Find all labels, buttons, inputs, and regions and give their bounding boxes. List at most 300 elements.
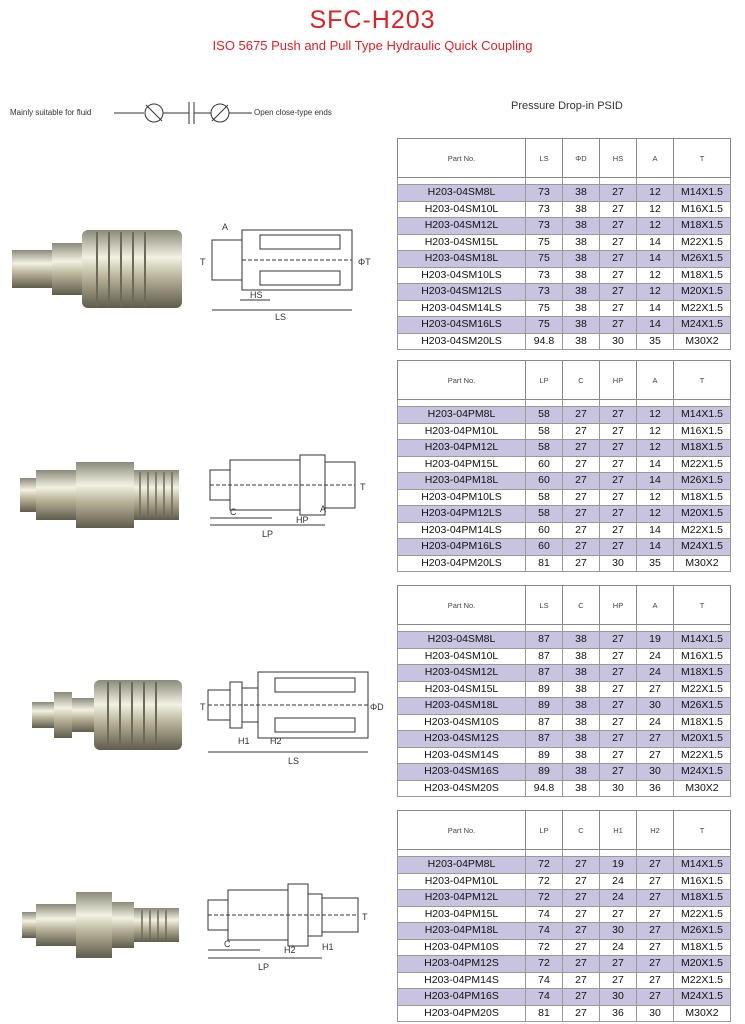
drawing-label-h1: H1 [322,942,334,952]
spec-table-4 [397,810,731,1022]
spacer-cell [526,400,563,407]
table-cell: 72 [526,857,563,874]
table-cell: 14 [637,300,674,317]
socket-section-drawing [200,215,380,325]
table-cell: 27 [600,489,637,506]
table-cell: M18X1.5 [674,440,731,457]
part-number-cell: H203-04SM8L [398,632,526,649]
table-cell: M14X1.5 [674,407,731,424]
table-row [398,747,731,764]
table-cell: 73 [526,201,563,218]
table-cell: 24 [600,939,637,956]
table-cell: 27 [600,267,637,284]
part-number-cell: H203-04SM18L [398,698,526,715]
table-cell: 27 [600,234,637,251]
table-cell: M16X1.5 [674,873,731,890]
table-cell: 27 [637,747,674,764]
legend-left-label: Mainly suitable for fluid [10,108,92,117]
part-number-cell: H203-04SM15L [398,681,526,698]
col-header: H1 [600,811,637,850]
table-cell: 38 [563,698,600,715]
table-cell: M24X1.5 [674,764,731,781]
table-cell: 60 [526,473,563,490]
part-number-cell: H203-04SM20LS [398,333,526,350]
col-header: A [637,586,674,625]
table-cell: 27 [600,506,637,523]
table-cell: 27 [637,923,674,940]
table-row [398,890,731,907]
drawing-label-t: T [362,912,368,922]
table-cell: 27 [600,201,637,218]
part-number-cell: H203-04PM15L [398,456,526,473]
table-spacer [398,400,731,407]
table-cell: 74 [526,972,563,989]
table-cell: 72 [526,873,563,890]
drawing-label-c: C [224,939,231,949]
table-cell: 27 [600,972,637,989]
table-cell: 27 [563,407,600,424]
table-cell: 38 [563,681,600,698]
table-cell: 60 [526,539,563,556]
table-cell: 27 [600,218,637,235]
table-cell: 73 [526,267,563,284]
table-cell: M14X1.5 [674,632,731,649]
table-cell: 27 [600,456,637,473]
table-row [398,939,731,956]
table-row [398,440,731,457]
table-cell: 19 [637,632,674,649]
table-row [398,267,731,284]
table-cell: 27 [637,681,674,698]
table-cell: 27 [600,317,637,334]
col-header: A [637,361,674,400]
part-number-cell: H203-04SM12L [398,218,526,235]
table-cell: 38 [563,333,600,350]
spacer-cell [600,400,637,407]
col-header: Part No. [398,811,526,850]
table-cell: 27 [563,522,600,539]
table-cell: M24X1.5 [674,539,731,556]
table-row [398,1005,731,1022]
table-cell: 27 [600,300,637,317]
page-subtitle: ISO 5675 Push and Pull Type Hydraulic Quick Coupling [212,38,533,53]
table-row [398,473,731,490]
spec-table-1 [397,138,731,350]
table-cell: 27 [637,857,674,874]
table-cell: 35 [637,333,674,350]
col-header: LP [526,811,563,850]
table-cell: 75 [526,234,563,251]
table-row [398,906,731,923]
table-cell: 38 [563,648,600,665]
col-header: T [674,361,731,400]
table-cell: 58 [526,440,563,457]
table-cell: 38 [563,218,600,235]
part-number-cell: H203-04PM8L [398,407,526,424]
table-cell: 27 [600,632,637,649]
coupling-symbol-icon [114,96,254,130]
drawing-label-h2: H2 [284,945,296,955]
table-cell: 72 [526,939,563,956]
table-cell: 12 [637,218,674,235]
table-cell: M16X1.5 [674,201,731,218]
table-cell: 27 [600,731,637,748]
table-cell: 24 [600,890,637,907]
table-cell: 27 [637,906,674,923]
page-title: SFC-H203 [309,6,436,34]
drawing-label-t: T [360,482,366,492]
socket-bulkhead-photo [12,660,187,770]
part-number-cell: H203-04SM12LS [398,284,526,301]
drawing-label-lp: LP [258,962,270,972]
table-cell: 75 [526,300,563,317]
table-cell: 87 [526,648,563,665]
table-cell: M26X1.5 [674,473,731,490]
col-header: T [674,586,731,625]
col-header: HS [600,139,637,178]
table-cell: 30 [600,989,637,1006]
table-cell: M14X1.5 [674,857,731,874]
table-cell: 27 [600,473,637,490]
table-cell: 94.8 [526,333,563,350]
col-header: HP [600,586,637,625]
table-cell: 27 [600,440,637,457]
spacer-cell [398,850,526,857]
part-number-cell: H203-04PM10L [398,423,526,440]
table-cell: 30 [600,555,637,572]
table-row [398,857,731,874]
table-cell: 27 [600,284,637,301]
drawing-label-ls: LS [288,756,300,766]
plug-coupling-photo [12,440,187,550]
table-cell: 27 [600,714,637,731]
spacer-cell [526,625,563,632]
table-cell: 30 [600,333,637,350]
table-cell: M20X1.5 [674,284,731,301]
table-cell: 27 [563,473,600,490]
table-cell: M16X1.5 [674,423,731,440]
part-number-cell: H203-04SM12L [398,665,526,682]
table-cell: 58 [526,489,563,506]
table-cell: 12 [637,284,674,301]
col-header: LS [526,586,563,625]
table-cell: M26X1.5 [674,923,731,940]
table-cell: 27 [637,989,674,1006]
table-cell: 30 [637,764,674,781]
table-cell: 27 [600,764,637,781]
table-cell: 24 [600,873,637,890]
table-cell: M18X1.5 [674,267,731,284]
table-spacer [398,178,731,185]
table-cell: 27 [600,747,637,764]
spacer-cell [674,850,731,857]
table-cell: M26X1.5 [674,251,731,268]
legend-right-label: Open close-type ends [254,108,332,117]
table-cell: 74 [526,906,563,923]
table-cell: 27 [637,972,674,989]
table-cell: 38 [563,665,600,682]
table-cell: 36 [637,780,674,797]
drawing-label-hp: HP [296,515,309,525]
table-cell: 27 [563,1005,600,1022]
table-cell: 87 [526,731,563,748]
plug-section-drawing [200,440,380,550]
table-cell: 94.8 [526,780,563,797]
table-cell: 24 [637,648,674,665]
table-cell: 89 [526,764,563,781]
table-cell: 27 [600,698,637,715]
table-cell: 27 [600,407,637,424]
spacer-cell [398,400,526,407]
part-number-cell: H203-04PM12L [398,890,526,907]
table-row [398,407,731,424]
table-cell: 27 [600,251,637,268]
table-cell: 38 [563,317,600,334]
table-cell: 60 [526,522,563,539]
spec-table-3 [397,585,731,797]
table-row [398,506,731,523]
table-row [398,648,731,665]
table-cell: 87 [526,632,563,649]
part-number-cell: H203-04SM18L [398,251,526,268]
table-row [398,780,731,797]
table-cell: 38 [563,251,600,268]
table-row [398,234,731,251]
part-number-cell: H203-04SM14S [398,747,526,764]
table-cell: 73 [526,284,563,301]
spacer-cell [637,625,674,632]
table-cell: M20X1.5 [674,506,731,523]
col-header: ΦD [563,139,600,178]
spacer-cell [563,625,600,632]
table-cell: 27 [600,956,637,973]
spec-table-2 [397,360,731,572]
table-cell: 73 [526,185,563,202]
table-cell: 38 [563,731,600,748]
table-cell: 38 [563,284,600,301]
table-row [398,218,731,235]
table-row [398,731,731,748]
table-cell: 12 [637,267,674,284]
table-row [398,989,731,1006]
table-cell: 14 [637,234,674,251]
col-header: C [563,361,600,400]
part-number-cell: H203-04PM12S [398,956,526,973]
table-cell: 27 [563,489,600,506]
table-row [398,300,731,317]
spacer-cell [637,850,674,857]
table-cell: 38 [563,764,600,781]
part-number-cell: H203-04PM14S [398,972,526,989]
part-number-cell: H203-04PM15L [398,906,526,923]
drawing-label-t: T [200,702,206,712]
col-header: Part No. [398,361,526,400]
col-header: Part No. [398,139,526,178]
table-cell: M22X1.5 [674,522,731,539]
part-number-cell: H203-04SM16LS [398,317,526,334]
drawing-label-hs: HS [250,290,263,300]
table-cell: 24 [637,665,674,682]
table-cell: 72 [526,956,563,973]
table-cell: M22X1.5 [674,681,731,698]
fluid-legend [10,96,370,130]
col-header: A [637,139,674,178]
table-cell: 75 [526,317,563,334]
table-cell: 27 [637,873,674,890]
table-cell: 75 [526,251,563,268]
table-cell: 81 [526,555,563,572]
part-number-cell: H203-04PM12L [398,440,526,457]
table-header-row [398,586,731,625]
table-cell: M18X1.5 [674,714,731,731]
spacer-cell [674,400,731,407]
table-cell: 27 [637,890,674,907]
table-cell: M22X1.5 [674,234,731,251]
table-row [398,956,731,973]
part-number-cell: H203-04PM14LS [398,522,526,539]
spacer-cell [526,850,563,857]
spacer-cell [637,178,674,185]
table-cell: M18X1.5 [674,489,731,506]
table-cell: 38 [563,714,600,731]
table-cell: 27 [563,857,600,874]
drawing-label-c: C [230,507,237,517]
table-cell: 27 [563,555,600,572]
col-header: T [674,139,731,178]
table-cell: M18X1.5 [674,218,731,235]
table-cell: 89 [526,747,563,764]
table-cell: 19 [600,857,637,874]
drawing-label-ls: LS [275,312,287,322]
part-number-cell: H203-04PM20S [398,1005,526,1022]
table-cell: M30X2 [674,780,731,797]
table-cell: 27 [563,989,600,1006]
table-cell: 58 [526,407,563,424]
table-cell: 38 [563,300,600,317]
drawing-label-a: A [222,222,229,232]
socket-bulkhead-drawing [200,660,384,770]
table-row [398,201,731,218]
table-cell: 14 [637,522,674,539]
table-cell: 14 [637,317,674,334]
part-number-cell: H203-04SM20S [398,780,526,797]
table-header-row [398,139,731,178]
spacer-cell [563,850,600,857]
table-cell: M30X2 [674,555,731,572]
table-cell: 38 [563,632,600,649]
table-cell: 30 [637,1005,674,1022]
spacer-cell [600,850,637,857]
table-spacer [398,625,731,632]
part-number-cell: H203-04SM14LS [398,300,526,317]
table-cell: 27 [563,440,600,457]
table-cell: 27 [563,923,600,940]
spacer-cell [398,178,526,185]
table-cell: 27 [600,648,637,665]
table-header-row [398,811,731,850]
table-cell: 58 [526,423,563,440]
table-cell: 36 [600,1005,637,1022]
col-header: HP [600,361,637,400]
part-number-cell: H203-04SM15L [398,234,526,251]
table-cell: 60 [526,456,563,473]
table-cell: 38 [563,185,600,202]
table-cell: M20X1.5 [674,731,731,748]
plug-bulkhead-photo [12,870,187,980]
table-row [398,456,731,473]
table-spacer [398,850,731,857]
drawing-label-h1: H1 [238,736,250,746]
socket-coupling-photo [12,215,187,325]
table-cell: M30X2 [674,1005,731,1022]
table-row [398,972,731,989]
spacer-cell [398,625,526,632]
part-number-cell: H203-04SM12S [398,731,526,748]
pressure-drop-label: Pressure Drop-in PSID [511,100,623,112]
table-cell: 74 [526,989,563,1006]
table-cell: 38 [563,747,600,764]
part-number-cell: H203-04PM10LS [398,489,526,506]
table-cell: 14 [637,456,674,473]
table-row [398,423,731,440]
table-cell: 87 [526,714,563,731]
part-number-cell: H203-04PM18L [398,923,526,940]
table-cell: M22X1.5 [674,300,731,317]
table-cell: 27 [563,972,600,989]
table-cell: 27 [563,956,600,973]
table-cell: 27 [563,890,600,907]
table-cell: 27 [600,185,637,202]
table-cell: 38 [563,267,600,284]
spacer-cell [563,400,600,407]
part-number-cell: H203-04PM8L [398,857,526,874]
drawing-label-lp: LP [262,529,274,539]
table-cell: M30X2 [674,333,731,350]
drawing-label-h2: H2 [270,736,282,746]
table-cell: 12 [637,489,674,506]
table-cell: 12 [637,506,674,523]
table-cell: M22X1.5 [674,747,731,764]
table-cell: M22X1.5 [674,906,731,923]
table-cell: 12 [637,201,674,218]
col-header: Part No. [398,586,526,625]
col-header: LP [526,361,563,400]
drawing-label-phi-t: ΦT [358,257,371,267]
drawing-label-phi-d: ΦD [370,702,384,712]
spacer-cell [526,178,563,185]
part-number-cell: H203-04SM10L [398,201,526,218]
part-number-cell: H203-04SM10LS [398,267,526,284]
table-cell: 27 [600,665,637,682]
table-cell: 12 [637,440,674,457]
table-row [398,185,731,202]
table-cell: 27 [600,423,637,440]
table-row [398,522,731,539]
table-cell: 14 [637,539,674,556]
table-cell: 38 [563,201,600,218]
part-number-cell: H203-04PM12LS [398,506,526,523]
plug-bulkhead-drawing [200,870,380,980]
table-row [398,873,731,890]
table-row [398,698,731,715]
table-cell: 73 [526,218,563,235]
table-row [398,665,731,682]
table-cell: M24X1.5 [674,989,731,1006]
table-cell: 27 [600,906,637,923]
table-cell: 35 [637,555,674,572]
table-cell: 30 [637,698,674,715]
part-number-cell: H203-04SM8L [398,185,526,202]
